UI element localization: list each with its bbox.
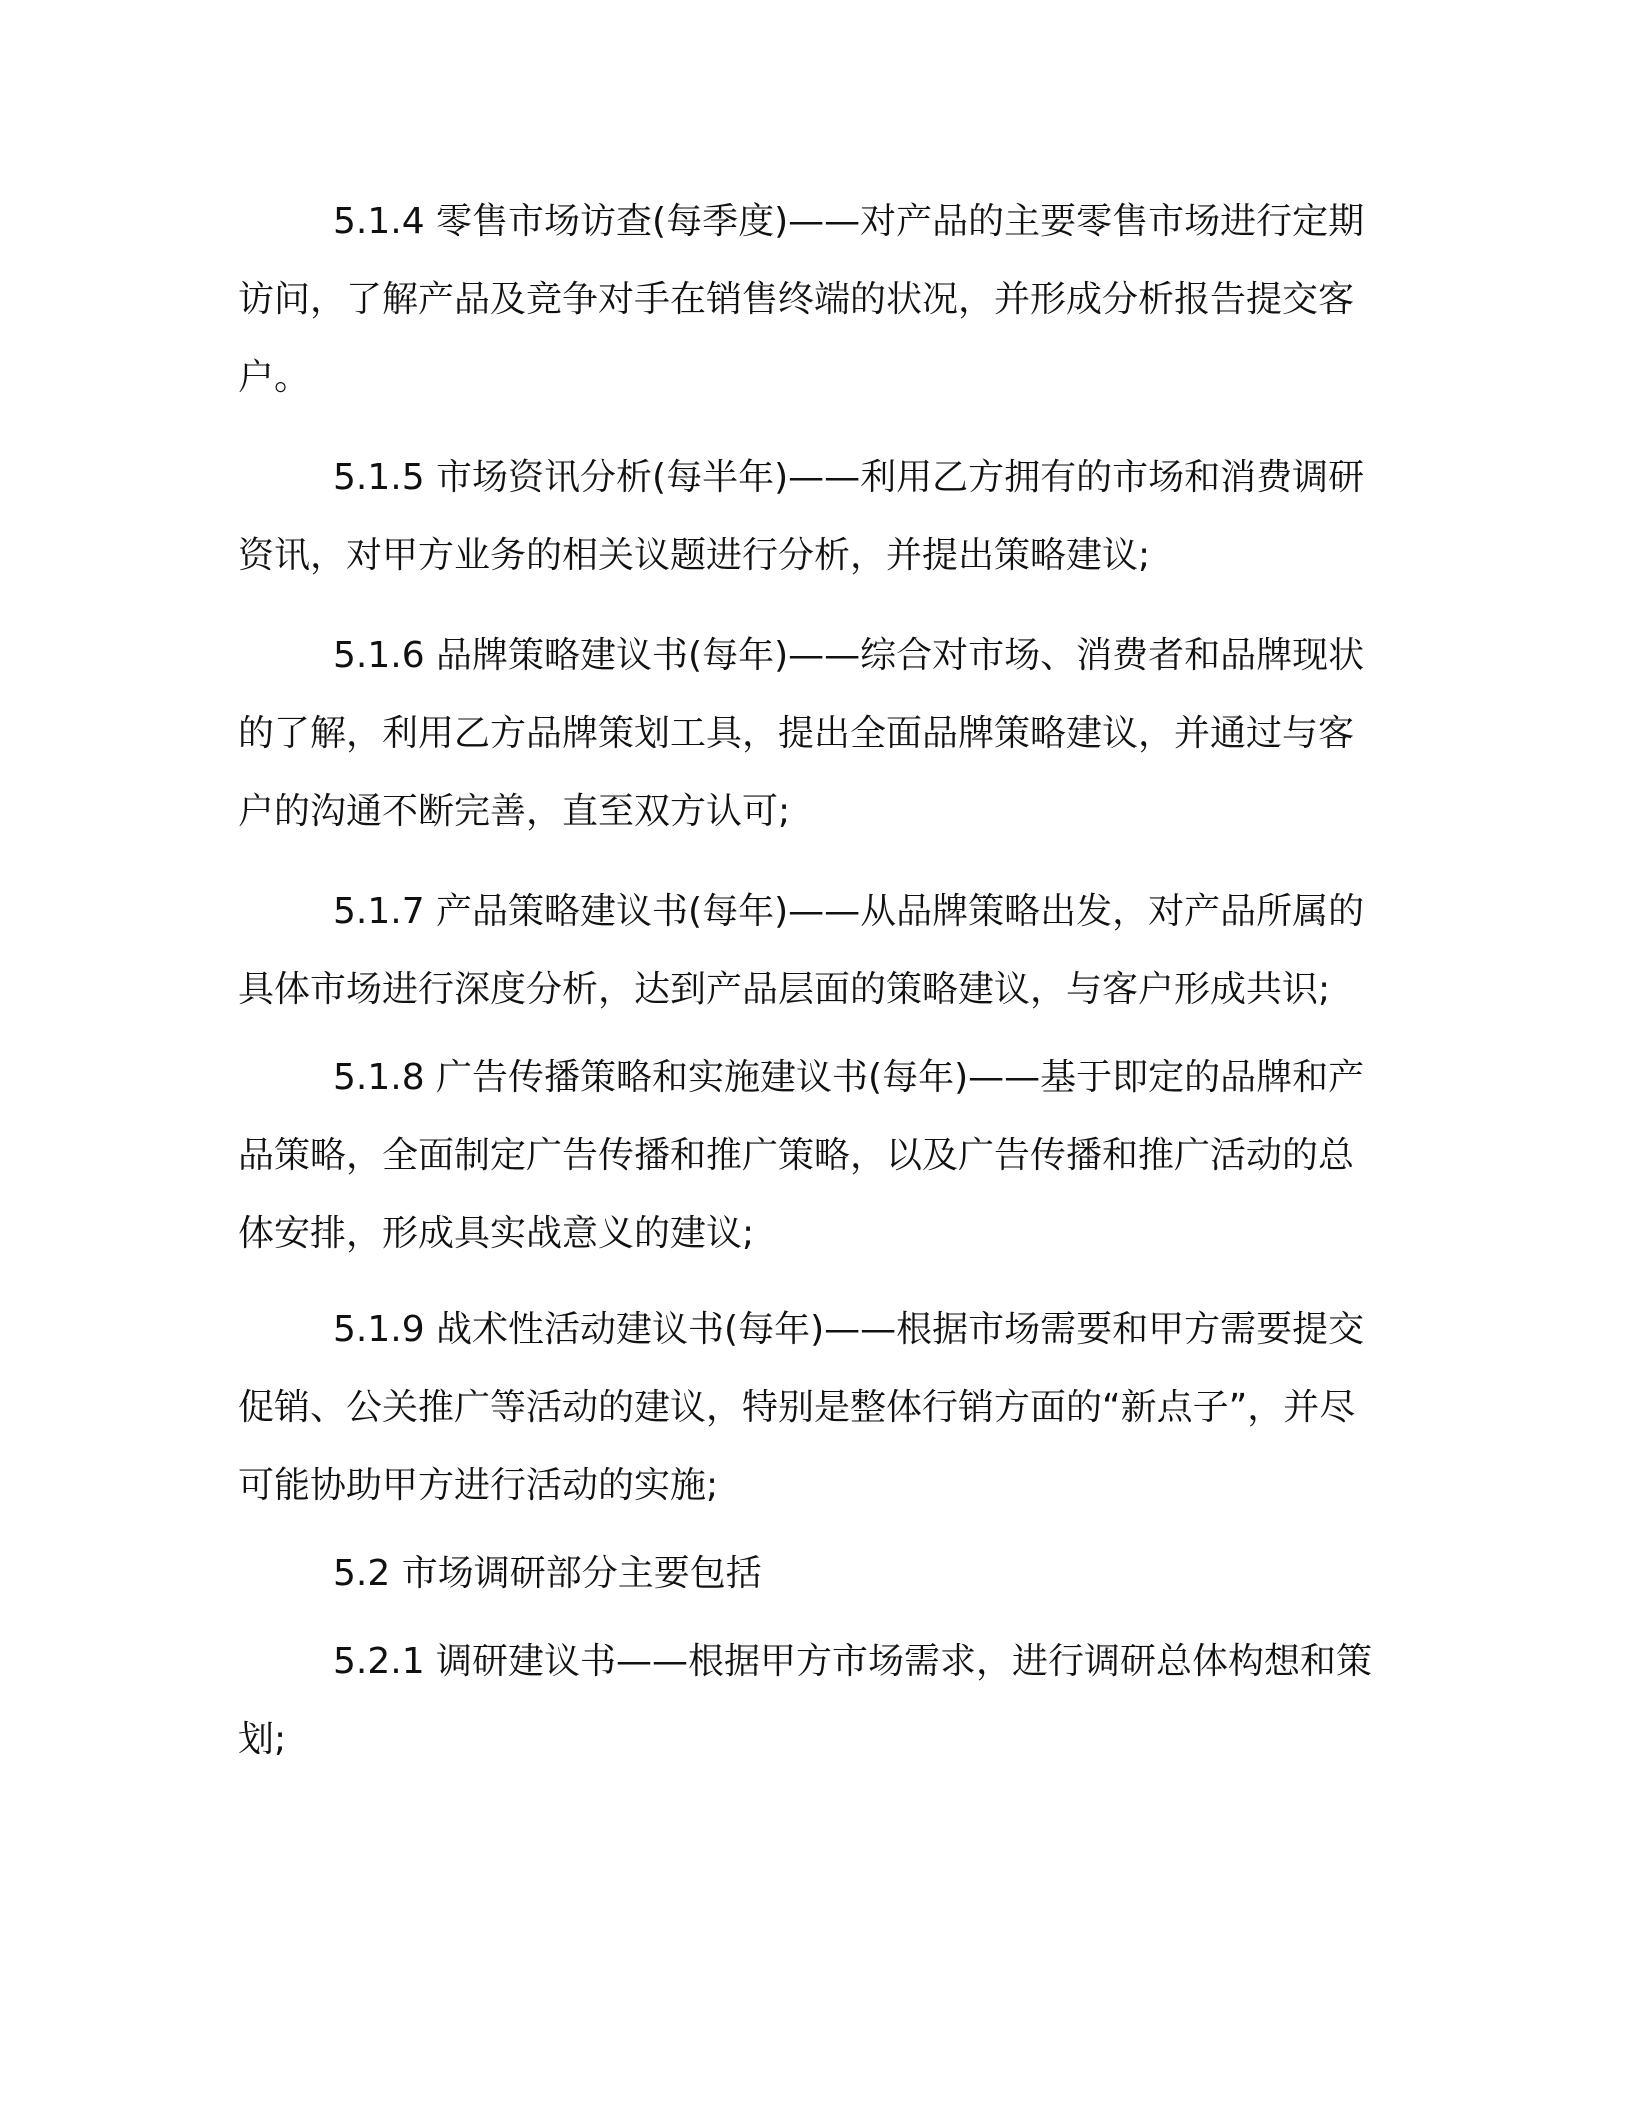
document-body — [238, 183, 1376, 1779]
paragraph-5-1-7: 5.1.7 产品策略建议书(每年)——从品牌策略出发，对产品所属的具体市场进行深度分析，达到产品层面的策略建议，与客户形成共识; — [238, 891, 1365, 1010]
paragraph-5-1-6: 5.1.6 品牌策略建议书(每年)——综合对市场、消费者和品牌现状的了解，利用乙方品牌策划工具，提出全面品牌策略建议，并通过与客户的沟通不断完善，直至双方认可; — [238, 635, 1365, 832]
paragraph-5-1-9: 5.1.9 战术性活动建议书(每年)——根据市场需要和甲方需要提交促销、公关推广等活动的建议，特别是整体行销方面的“新点子”，并尽可能协助甲方进行活动的实施; — [238, 1309, 1365, 1506]
paragraph-5-2-1: 5.2.1 调研建议书——根据甲方市场需求，进行调研总体构想和策划; — [238, 1641, 1373, 1760]
paragraph-5-1-8: 5.1.8 广告传播策略和实施建议书(每年)——基于即定的品牌和产品策略，全面制定广告传播和推广策略，以及广告传播和推广活动的总体安排，形成具实战意义的建议; — [238, 1057, 1365, 1254]
paragraph-5-1-5: 5.1.5 市场资讯分析(每半年)——利用乙方拥有的市场和消费调研资讯，对甲方业务的相关议题进行分析，并提出策略建议; — [238, 457, 1365, 576]
section-heading-5-2: 5.2 市场调研部分主要包括 — [333, 1553, 762, 1594]
paragraph-5-1-4: 5.1.4 零售市场访查(每季度)——对产品的主要零售市场进行定期访问，了解产品及竞争对手在销售终端的状况，并形成分析报告提交客户。 — [238, 201, 1365, 398]
